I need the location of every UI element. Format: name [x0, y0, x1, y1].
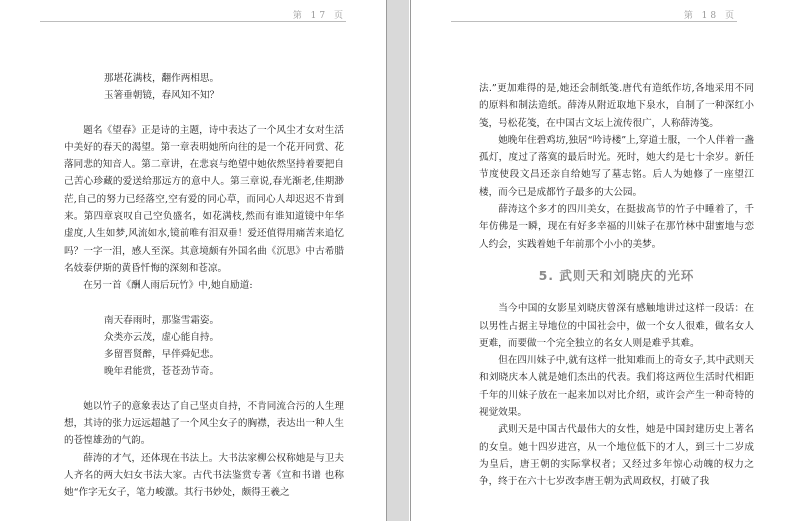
poem-line: 众类亦云茂，虚心能自持。 — [104, 331, 220, 343]
right-page — [410, 0, 796, 521]
poem-line: 那堪花满枝，翻作两相思。 — [104, 73, 220, 84]
page-header: 第 18 页 — [683, 11, 737, 21]
paragraph: 她晚年住碧鸡坊,独居“吟诗楼”上,穿道士服，一个人伴着一盏孤灯，度过了落寞的最后时光。死时，她大约是七十余岁。新任节度使段文昌还亲自给她写了墓志铭。后人为她修了一座望江楼，而今已是成都竹子最多的大公园。 — [479, 134, 754, 198]
paragraph: 薛涛这个多才的四川美女，在挺拔高节的竹子中睡着了，千年仿佛是一瞬，现在有好多幸福的川妹子在那竹林中甜蜜地与恋人约会，实践着她千年前那个小小的美梦。 — [479, 204, 754, 250]
paragraph: 在另一首《酬人雨后玩竹》中,她自励道: — [83, 280, 253, 292]
page-body — [479, 80, 754, 491]
paragraph: 法.”更加难得的是,她还会制纸笺.唐代有造纸作坊,各地采用不同的原料和制法造纸。薛涛从附近取地下泉水，自制了一种深红小笺，号松花笺，在中国古文坛上流传很广，人称薛涛笺。 — [479, 83, 754, 129]
poem-line: 南天春雨时，那鉴雪霜姿。 — [104, 314, 220, 326]
paragraph: 题名《望春》正是诗的主题，诗中表达了一个风尘才女对生活中美好的春天的渴望。第一章表明她所向往的是一个花开同赏、花落同悲的知音人。第二章讲，在悲哀与绝望中她依然坚持着要把自己苦心珍藏的爱送给那远方的意中人。第三章说,春光渐老,佳期渺茫,自己的努力已经落空,空有爱的同心草，而同心人却迟迟不肯到来。第四章哀叹自己空负盛名，如花满枝,然而有谁知道镜中年华虚度,人生如梦,风流如水,镜前唯有泪双垂！爱还值得用痛苦来追忆吗？一字一泪，感人至深。其意境颇有外国名曲《沉思》中古希腊名妓泰伊斯的黄昏忏悔的深刻和苍凉。 — [64, 124, 344, 274]
poem-line: 晚年君能赏，苍苍劲节奇。 — [104, 366, 220, 378]
page-body — [64, 70, 344, 502]
poem — [64, 70, 344, 105]
page-header: 第 17 页 — [292, 11, 346, 21]
paragraph: 她以竹子的意象表达了自己坚贞自持，不肯同流合污的人生理想，其诗的张力远远超越了一个风尘女子的胸襟，表达出一种人生的苍惶雄劲的气韵。 — [64, 400, 344, 447]
poem-line: 玉箸垂朝镜，春风知不知？ — [104, 90, 220, 102]
paragraph: 武则天是中国古代最伟大的女性，她是中国封建历史上著名的女皇。她十四岁进宫，从一个地位低下的才人，到三十二岁成为皇后，唐王朝的实际掌权者；又经过多年惊心动魄的权力之争，终于在六十七岁改李唐王朝为武周政权，打破了我 — [479, 424, 754, 488]
poem — [64, 312, 344, 381]
paragraph: 但在四川妹子中,就有这样一批知难而上的奇女子,其中武则天和刘晓庆本人就是她们杰出的代表。我们将这两位生活时代相距千年的川妹子放在一起来加以对比介绍，或许会产生一种奇特的视觉效果。 — [479, 355, 754, 419]
header-rule — [40, 21, 346, 22]
left-page — [0, 0, 387, 521]
section-title: 5. 武则天和刘晓庆的光环 — [538, 267, 695, 283]
paragraph: 薛涛的才气，还体现在书法上。大书法家柳公权称她是与卫夫人齐名的两大妇女书法大家。古代书法鉴赏专著《宣和书谱 也称她“作字无女子，笔力峻激。其行书妙处，颇得王羲之 — [64, 452, 344, 499]
page-gutter — [387, 0, 409, 521]
poem-line: 多留晋贤醉，早伴舜妃悲。 — [104, 349, 220, 361]
header-rule — [451, 21, 737, 22]
paragraph: 当今中国的女影星刘晓庆曾深有感触地讲过这样一段话：在以男性占据主导地位的中国社会中，做一个女人很难，做名女人更难，而要做一个完全独立的名女人则是难乎其难。 — [479, 303, 754, 349]
